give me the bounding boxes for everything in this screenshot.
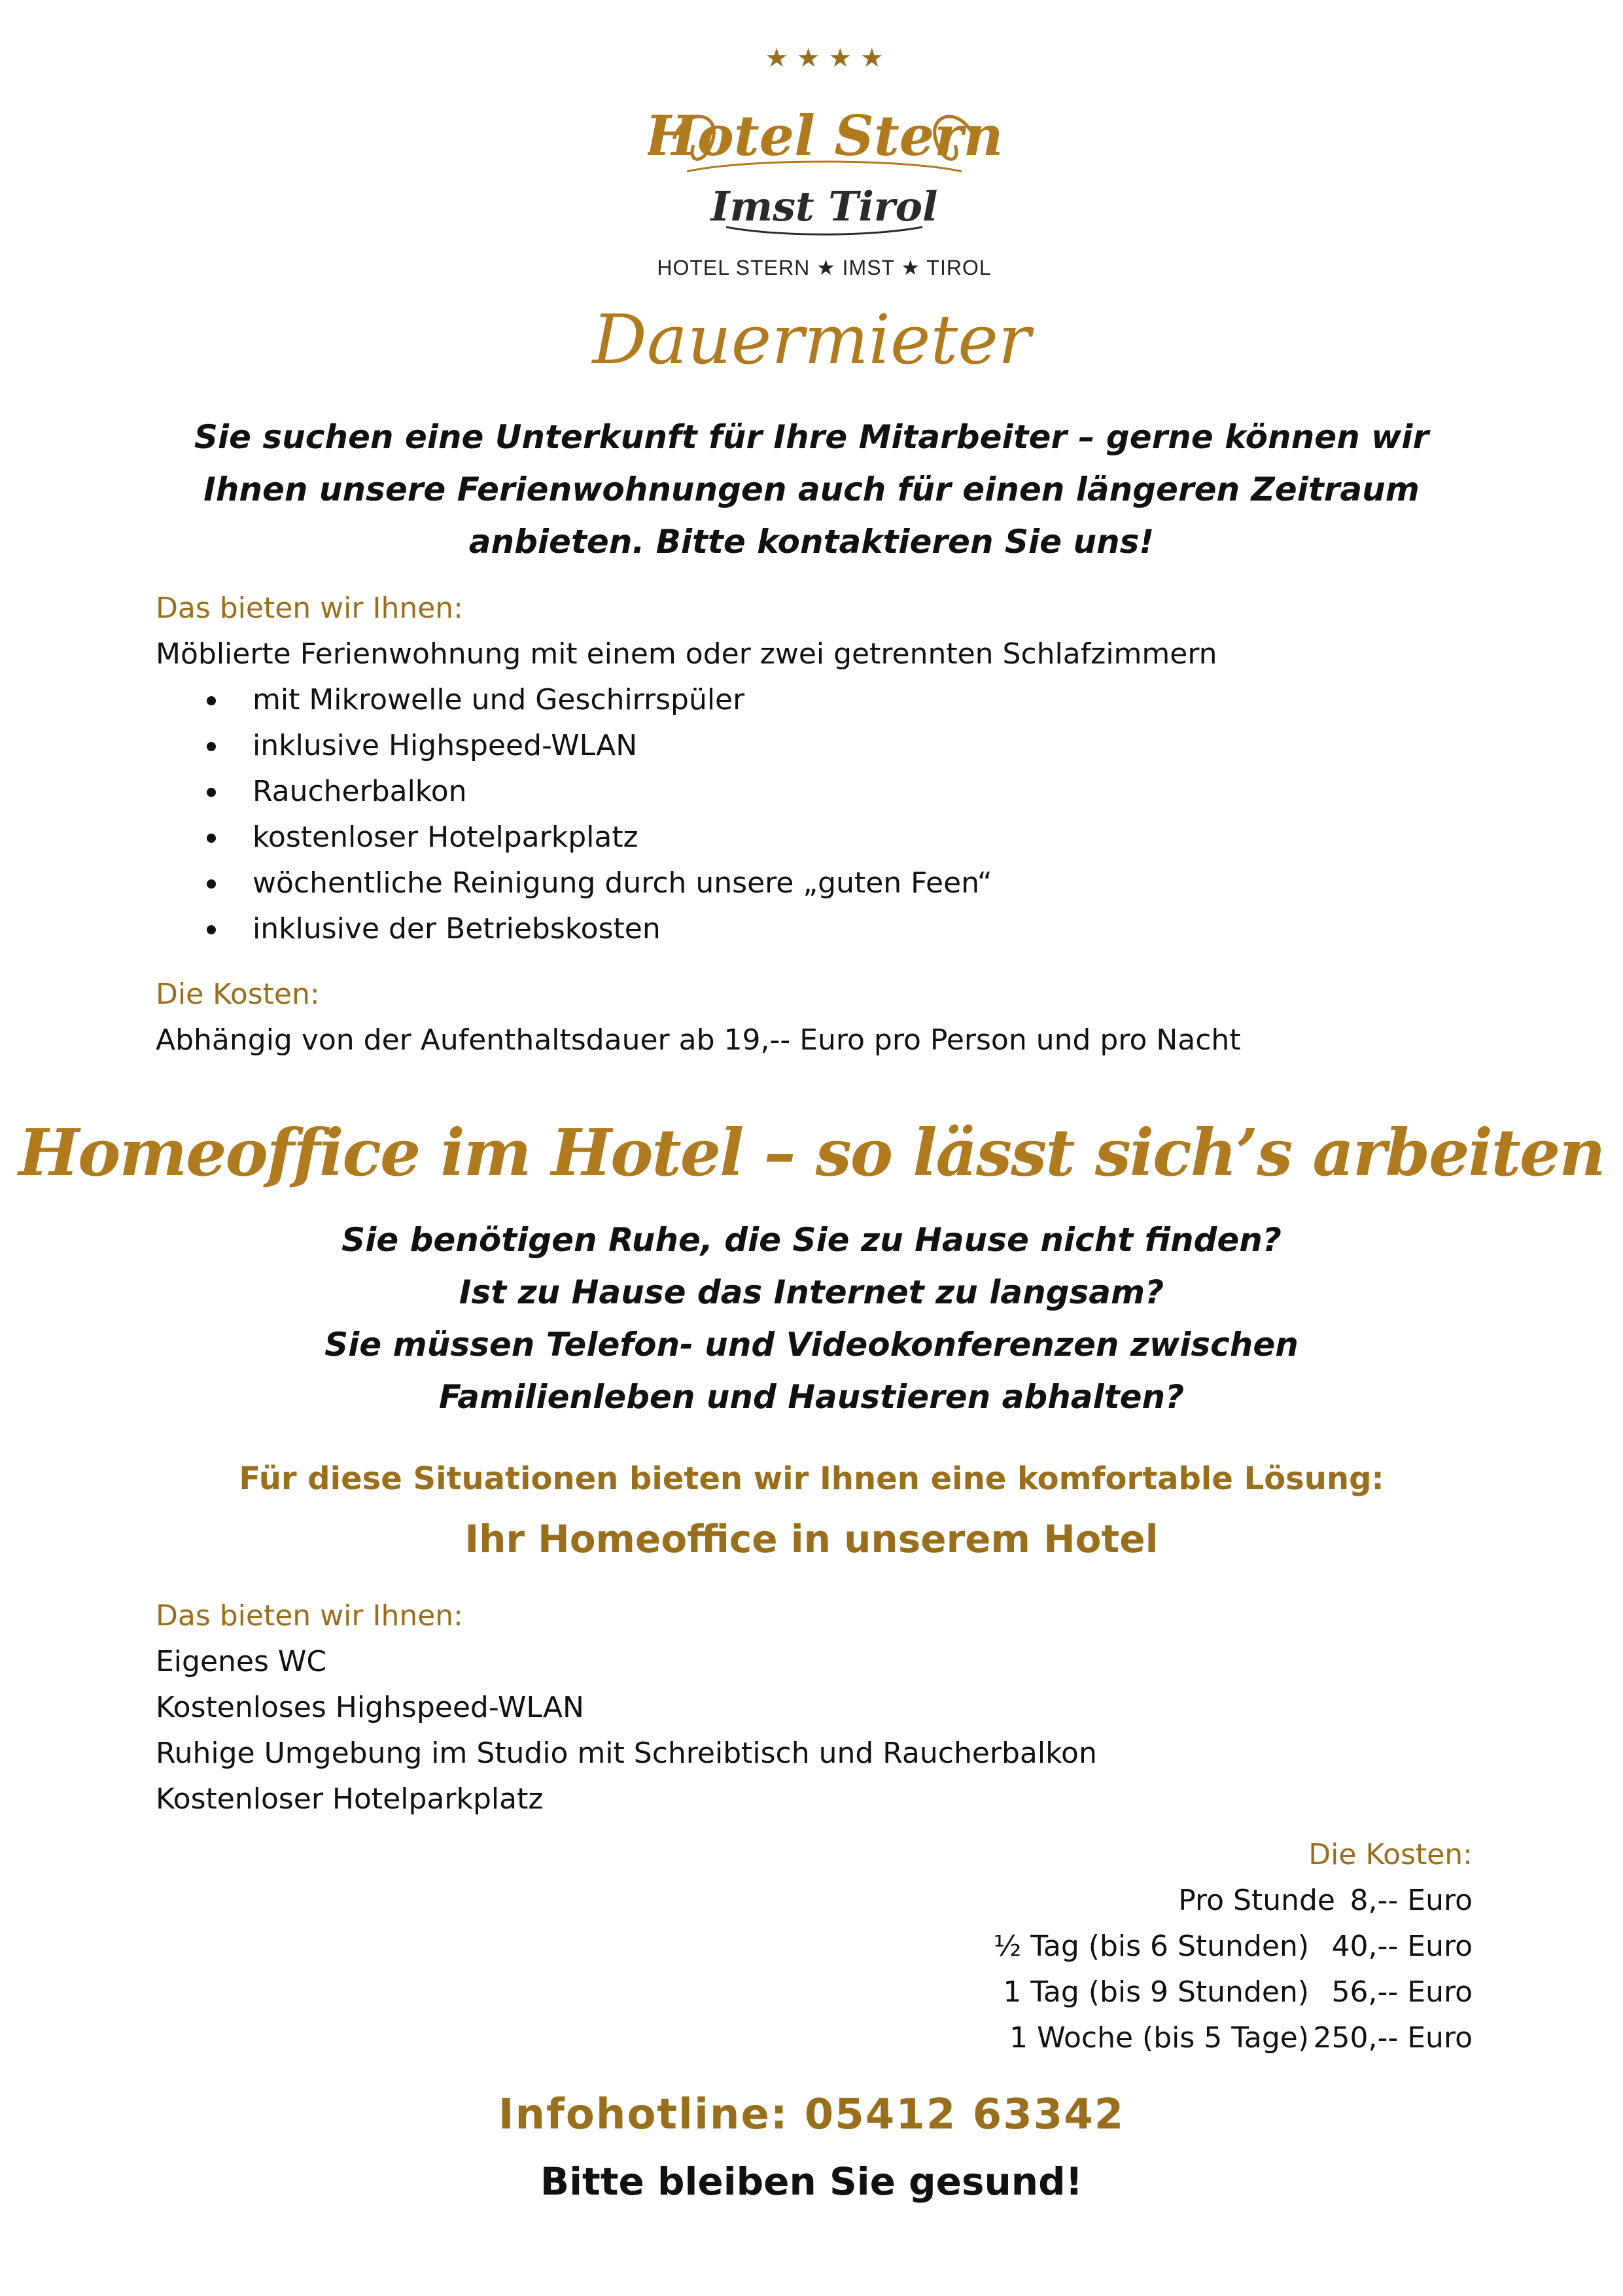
offer-label: Das bieten wir Ihnen: — [156, 1599, 463, 1633]
lead-line: Sie benötigen Ruhe, die Sie zu Hause nicht finden? — [341, 1221, 1282, 1259]
list-item: Raucherbalkon — [156, 769, 1241, 815]
bullet-icon — [207, 925, 216, 934]
section2-details — [156, 1593, 1097, 1822]
cost-label: Die Kosten: — [156, 978, 320, 1011]
solution-title: Ihr Homeoffice in unserem Hotel — [464, 1517, 1159, 1561]
bullet-icon — [207, 879, 216, 889]
cost-row — [994, 2015, 1473, 2061]
cost-row — [994, 1969, 1473, 2015]
solution-line: Für diese Situationen bieten wir Ihnen eine komfortable Lösung: — [239, 1460, 1384, 1497]
list-item: mit Mikrowelle und Geschirrspüler — [156, 677, 1241, 723]
list-item: Kostenloser Hotelparkplatz — [156, 1782, 544, 1816]
cost-row-label: Pro Stunde — [1178, 1884, 1335, 1917]
cost-row — [994, 1878, 1473, 1924]
list-item: inklusive Highspeed-WLAN — [156, 723, 1241, 769]
list-item: Kostenloses Highspeed-WLAN — [156, 1691, 584, 1724]
hotel-logo — [648, 41, 1001, 286]
bullet-icon — [207, 834, 216, 843]
list-item: kostenloser Hotelparkplatz — [156, 815, 1241, 860]
list-item: wöchentliche Reinigung durch unsere „guten Feen“ — [156, 860, 1241, 906]
lead-line: Familienleben und Haustieren abhalten? — [438, 1378, 1185, 1416]
cost-row — [994, 1924, 1473, 1969]
amenities-list — [156, 677, 1241, 952]
section2-lead — [0, 1214, 1623, 1423]
list-item: Eigenes WC — [156, 1645, 327, 1678]
rating-stars: ★ ★ ★ ★ — [765, 43, 884, 73]
lead-line: Sie suchen eine Unterkunft für Ihre Mitarbeiter – gerne können wir — [194, 418, 1429, 456]
cost-row-price: 8,-- Euro — [1350, 1884, 1473, 1917]
hotel-logo-graphic — [648, 41, 1001, 250]
lead-line: Ihnen unsere Ferienwohnungen auch für einen längeren Zeitraum — [203, 470, 1420, 508]
logo-wordmark: Hotel Stern — [648, 103, 1001, 168]
cost-row-price: 40,-- Euro — [1331, 1930, 1473, 1963]
logo-caption: HOTEL STERN ★ IMST ★ TIROL — [657, 256, 992, 279]
cost-row-price: 250,-- Euro — [1313, 2021, 1473, 2055]
cost-row-price: 56,-- Euro — [1331, 1975, 1473, 2009]
cost-row-label: 1 Woche (bis 5 Tage) — [1009, 2021, 1309, 2055]
heading-homeoffice: Homeoffice im Hotel – so lässt sich’s arbeiten — [18, 1116, 1605, 1191]
logo-subtitle: Imst Tirol — [710, 183, 938, 230]
info-hotline: Infohotline: 05412 63342 — [498, 2091, 1125, 2139]
bullet-icon — [207, 696, 216, 705]
bullet-icon — [207, 742, 216, 751]
cost-table — [994, 1832, 1473, 2061]
list-item: Ruhige Umgebung im Studio mit Schreibtisch und Raucherbalkon — [156, 1737, 1097, 1770]
offer-label: Das bieten wir Ihnen: — [156, 592, 463, 625]
lead-line: Sie müssen Telefon- und Videokonferenzen zwischen — [324, 1326, 1299, 1364]
heading-dauermieter: Dauermieter — [592, 300, 1031, 380]
bullet-icon — [207, 788, 216, 797]
cost-row-label: ½ Tag (bis 6 Stunden) — [993, 1930, 1309, 1963]
section1-lead — [0, 411, 1623, 568]
lead-line: anbieten. Bitte kontaktieren Sie uns! — [468, 523, 1155, 561]
offer-intro: Möblierte Ferienwohnung mit einem oder zwei getrennten Schlafzimmern — [156, 637, 1217, 671]
list-item: inklusive der Betriebskosten — [156, 906, 1241, 952]
cost-row-label: 1 Tag (bis 9 Stunden) — [1003, 1975, 1309, 2009]
cost-label: Die Kosten: — [1308, 1838, 1473, 1871]
closing-text: Bitte bleiben Sie gesund! — [540, 2159, 1083, 2204]
section1-details — [156, 586, 1241, 1063]
cost-text: Abhängig von der Aufenthaltsdauer ab 19,-- Euro pro Person und pro Nacht — [156, 1023, 1241, 1057]
lead-line: Ist zu Hause das Internet zu langsam? — [459, 1273, 1164, 1311]
